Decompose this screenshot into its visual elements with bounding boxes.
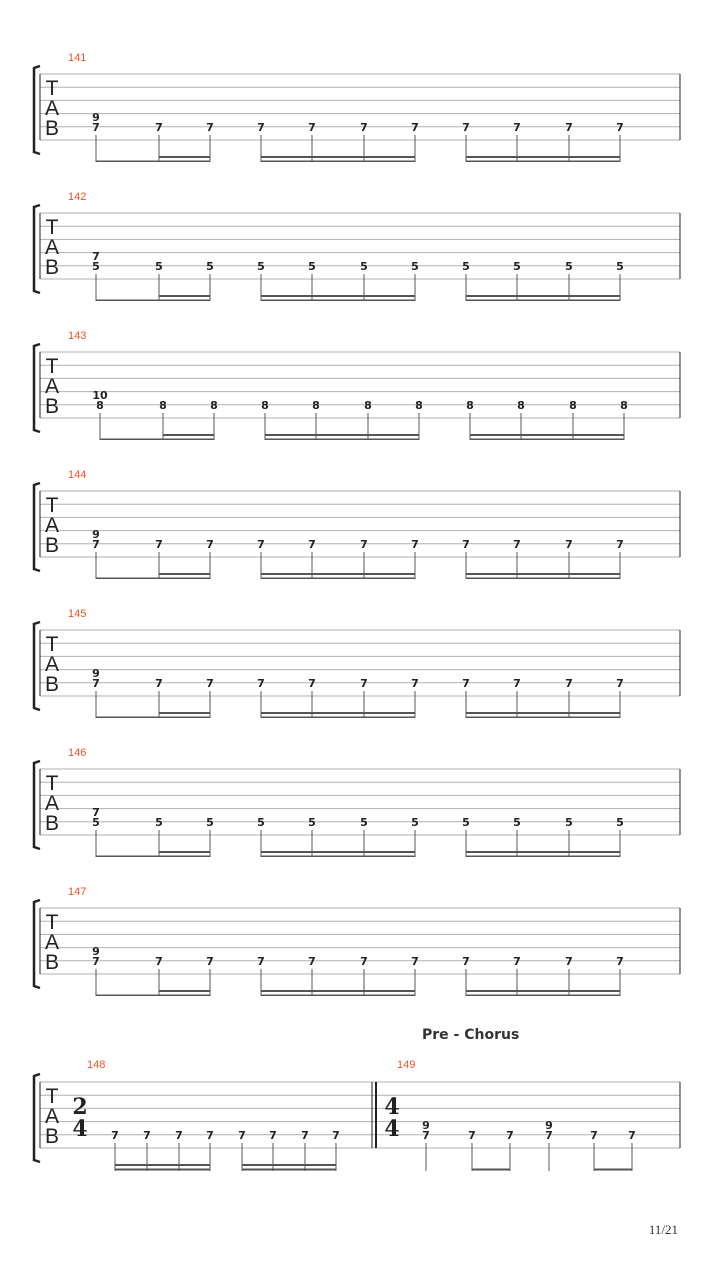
fret-number: 7 [206,1129,214,1142]
fret-number: 7 [206,121,214,134]
fret-number: 5 [308,816,316,829]
fret-number: 5 [360,260,368,273]
fret-number: 5 [155,816,163,829]
fret-number: 7 [360,121,368,134]
fret-number: 7 [111,1129,119,1142]
tab-system-142 [0,191,720,301]
time-signature-top: 2 [72,1094,88,1120]
time-signature-top: 4 [384,1094,400,1120]
staff [0,340,720,440]
fret-number-high: 9 [422,1119,430,1132]
system-bracket [34,900,40,988]
system-bracket [34,761,40,849]
tab-letter-t: T [45,77,59,100]
tab-letter-b: B [44,534,60,557]
tab-letter-a: A [44,931,60,954]
fret-number: 7 [411,955,419,968]
tab-letter-b: B [44,256,60,279]
fret-number-high: 9 [92,528,100,541]
fret-number: 7 [206,955,214,968]
tab-system-141 [0,52,720,162]
fret-number: 5 [360,816,368,829]
tab-letter-b: B [44,117,60,140]
fret-number: 7 [513,677,521,690]
tab-letter-b: B [44,673,60,696]
fret-number: 7 [616,677,624,690]
tab-system-144 [0,469,720,579]
tab-letter-a: A [44,375,60,398]
staff [0,62,720,162]
fret-number: 5 [462,816,470,829]
measure-number: 143 [68,330,87,342]
fret-number-high: 9 [92,111,100,124]
fret-number: 8 [364,399,372,412]
fret-number: 7 [616,121,624,134]
fret-number-high: 9 [92,945,100,958]
fret-number: 5 [513,816,521,829]
staff [0,201,720,301]
measure-number-149: 149 [397,1059,416,1071]
fret-number: 8 [312,399,320,412]
tab-system-147 [0,886,720,996]
fret-number: 8 [210,399,218,412]
fret-number-high: 10 [92,389,108,402]
fret-number: 7 [628,1129,636,1142]
fret-number: 7 [513,121,521,134]
system-bracket [34,344,40,432]
fret-number: 7 [257,538,265,551]
fret-number: 7 [92,538,100,551]
measure-number: 144 [68,469,87,481]
fret-number: 7 [308,955,316,968]
tab-letter-a: A [44,236,60,259]
fret-number: 7 [257,121,265,134]
fret-number: 7 [462,955,470,968]
fret-number: 7 [545,1129,553,1142]
tab-system-143 [0,330,720,440]
staff [0,1062,720,1172]
fret-number: 7 [92,677,100,690]
fret-number: 5 [565,816,573,829]
fret-number: 8 [96,399,104,412]
fret-number: 7 [238,1129,246,1142]
section-label-pre-chorus: Pre - Chorus [422,1027,520,1043]
fret-number: 7 [257,677,265,690]
fret-number: 7 [360,955,368,968]
fret-number: 7 [155,677,163,690]
fret-number: 7 [360,538,368,551]
staff [0,479,720,579]
fret-number: 8 [620,399,628,412]
fret-number-high: 7 [92,250,100,263]
tab-letter-b: B [44,812,60,835]
page-number: 11/21 [648,1222,678,1237]
fret-number: 5 [92,816,100,829]
tab-letter-t: T [45,1085,59,1108]
fret-number: 7 [92,955,100,968]
fret-number: 7 [506,1129,514,1142]
fret-number: 8 [517,399,525,412]
fret-number-high: 7 [92,806,100,819]
fret-number: 7 [616,538,624,551]
fret-number: 7 [462,677,470,690]
fret-number: 7 [206,677,214,690]
fret-number: 7 [308,538,316,551]
measure-number: 147 [68,886,87,898]
fret-number-high: 9 [545,1119,553,1132]
fret-number: 7 [411,538,419,551]
measure-number: 145 [68,608,87,620]
time-signature-bottom: 4 [384,1116,400,1142]
fret-number: 7 [411,677,419,690]
fret-number: 7 [308,677,316,690]
tab-system-145 [0,608,720,718]
fret-number: 5 [616,816,624,829]
fret-number: 7 [332,1129,340,1142]
fret-number: 7 [269,1129,277,1142]
fret-number: 7 [206,538,214,551]
tab-letter-a: A [44,514,60,537]
tab-letter-a: A [44,653,60,676]
fret-number: 5 [411,816,419,829]
fret-number: 7 [513,955,521,968]
tab-letter-a: A [44,792,60,815]
fret-number: 7 [616,955,624,968]
fret-number: 7 [143,1129,151,1142]
fret-number: 5 [257,260,265,273]
tab-letter-a: A [44,1105,60,1128]
tab-letter-b: B [44,1125,60,1148]
tab-letter-t: T [45,355,59,378]
fret-number: 5 [308,260,316,273]
fret-number: 5 [616,260,624,273]
fret-number: 5 [206,260,214,273]
time-signature-bottom: 4 [72,1116,88,1142]
fret-number: 7 [155,538,163,551]
measure-number: 146 [68,747,87,759]
fret-number: 7 [301,1129,309,1142]
fret-number: 7 [565,121,573,134]
measure-number: 141 [68,52,87,64]
fret-number-high: 9 [92,667,100,680]
staff [0,896,720,996]
fret-number: 7 [462,121,470,134]
system-bracket [34,483,40,571]
tab-letter-b: B [44,395,60,418]
fret-number: 5 [411,260,419,273]
fret-number: 7 [462,538,470,551]
fret-number: 5 [565,260,573,273]
fret-number: 8 [569,399,577,412]
tab-letter-t: T [45,911,59,934]
fret-number: 8 [415,399,423,412]
system-bracket [34,1074,40,1162]
fret-number: 5 [206,816,214,829]
fret-number: 5 [92,260,100,273]
tab-letter-t: T [45,216,59,239]
fret-number: 7 [308,121,316,134]
fret-number: 7 [92,121,100,134]
fret-number: 7 [257,955,265,968]
fret-number: 7 [411,121,419,134]
tab-letter-t: T [45,772,59,795]
tab-letter-t: T [45,494,59,517]
fret-number: 7 [422,1129,430,1142]
fret-number: 7 [155,121,163,134]
tab-letter-b: B [44,951,60,974]
fret-number: 5 [257,816,265,829]
fret-number: 7 [155,955,163,968]
tab-system-146 [0,747,720,857]
measure-number: 142 [68,191,87,203]
system-bracket [34,66,40,154]
fret-number: 7 [175,1129,183,1142]
fret-number: 7 [565,677,573,690]
fret-number: 7 [590,1129,598,1142]
staff [0,618,720,718]
fret-number: 7 [565,955,573,968]
tab-letter-t: T [45,633,59,656]
staff [0,757,720,857]
measure-number-148: 148 [87,1059,106,1071]
fret-number: 5 [155,260,163,273]
fret-number: 8 [466,399,474,412]
tab-letter-a: A [44,97,60,120]
fret-number: 8 [159,399,167,412]
fret-number: 7 [565,538,573,551]
fret-number: 7 [513,538,521,551]
system-bracket [34,622,40,710]
fret-number: 7 [360,677,368,690]
fret-number: 5 [513,260,521,273]
fret-number: 7 [468,1129,476,1142]
system-bracket [34,205,40,293]
fret-number: 5 [462,260,470,273]
fret-number: 8 [261,399,269,412]
tab-system-148-149 [0,1059,720,1172]
